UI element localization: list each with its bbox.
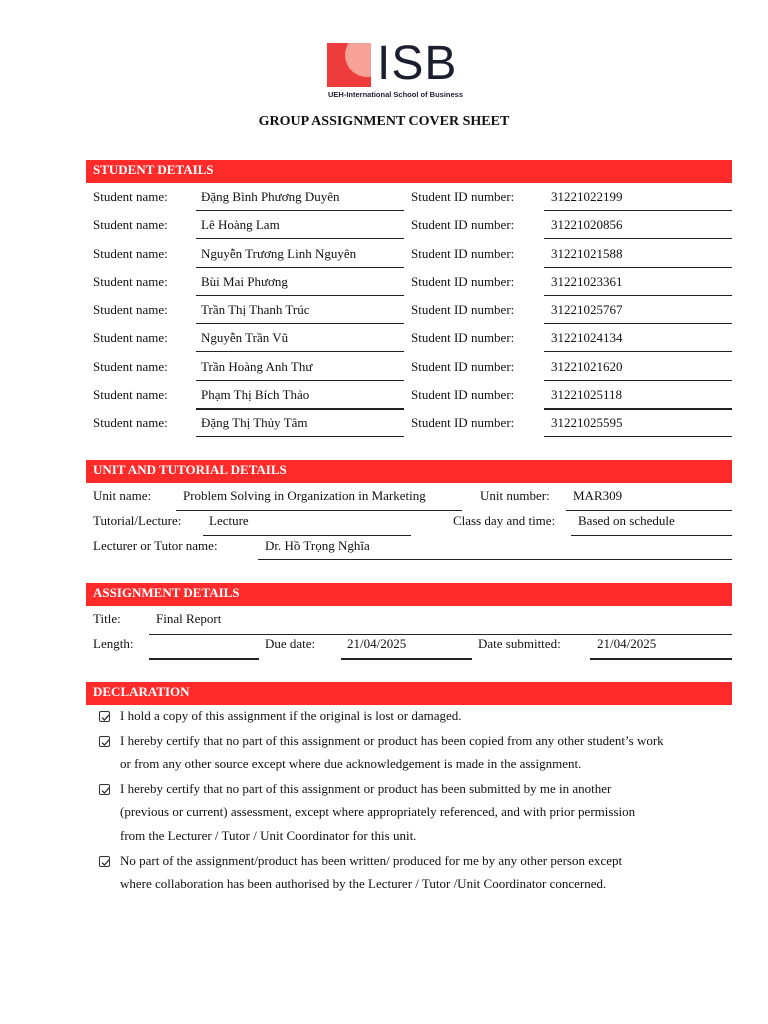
tutorial-underline <box>203 535 411 536</box>
declaration-text: (previous or current) assessment, except where appropriately referenced, and with prior permission <box>120 804 636 819</box>
student-id-label: Student ID number: <box>411 246 515 261</box>
student-name-label: Student name: <box>93 246 168 261</box>
student-name-underline <box>196 323 404 324</box>
student-name-label: Student name: <box>93 330 168 345</box>
student-name-label: Student name: <box>93 415 168 430</box>
tutorial-value: Lecture <box>209 513 249 528</box>
student-name-underline <box>196 238 404 239</box>
student-name-label: Student name: <box>93 189 168 204</box>
unit-number-value: MAR309 <box>573 488 623 503</box>
student-name-value: Đặng Bình Phương Duyên <box>201 189 340 204</box>
student-id-underline <box>544 210 732 211</box>
page-title: GROUP ASSIGNMENT COVER SHEET <box>258 114 510 129</box>
logo-text: ISB <box>377 37 458 90</box>
checkbox-checked-icon[interactable] <box>99 711 110 722</box>
declaration-text: I hold a copy of this assignment if the original is lost or damaged. <box>120 708 462 723</box>
tutorial-label: Tutorial/Lecture: <box>93 513 182 528</box>
student-name-value: Lê Hoàng Lam <box>201 217 280 232</box>
student-id-underline <box>544 351 732 352</box>
due-date-label: Due date: <box>265 636 316 651</box>
declaration-text: No part of the assignment/product has been written/ produced for me by any other person except <box>120 853 623 868</box>
declaration-text: from the Lecturer / Tutor / Unit Coordinator for this unit. <box>120 828 417 843</box>
student-name-underline <box>196 380 404 381</box>
title-value: Final Report <box>156 611 222 626</box>
checkbox-checked-icon[interactable] <box>99 856 110 867</box>
student-id-value: 31221025767 <box>551 302 623 317</box>
declaration-header: DECLARATION <box>86 682 732 705</box>
student-name-label: Student name: <box>93 302 168 317</box>
title-underline <box>149 634 732 635</box>
student-id-label: Student ID number: <box>411 302 515 317</box>
lecturer-value: Dr. Hồ Trọng Nghĩa <box>265 538 370 553</box>
student-id-value: 31221025118 <box>551 387 623 402</box>
student-id-value: 31221024134 <box>551 330 623 345</box>
logo-mark-icon <box>327 43 371 87</box>
student-id-label: Student ID number: <box>411 387 515 402</box>
date-submitted-value: 21/04/2025 <box>597 636 657 651</box>
student-name-value: Bùi Mai Phương <box>201 274 288 289</box>
student-name-value: Trần Hoàng Anh Thư <box>201 359 313 374</box>
student-id-value: 31221021588 <box>551 246 623 261</box>
declaration-text: or from any other source except where due acknowledgement is made in the assignment. <box>120 756 582 771</box>
student-id-label: Student ID number: <box>411 330 515 345</box>
checkbox-checked-icon[interactable] <box>99 784 110 795</box>
lecturer-label: Lecturer or Tutor name: <box>93 538 218 553</box>
student-name-underline <box>196 295 404 296</box>
student-id-underline <box>544 408 732 410</box>
lecturer-underline <box>258 559 732 560</box>
student-name-value: Nguyễn Trần Vũ <box>201 330 289 345</box>
student-id-label: Student ID number: <box>411 189 515 204</box>
due-date-underline <box>341 658 472 660</box>
student-id-underline <box>544 238 732 239</box>
declaration-text: I hereby certify that no part of this assignment or product has been submitted by me in another <box>120 781 612 796</box>
student-id-value: 31221023361 <box>551 274 623 289</box>
student-name-label: Student name: <box>93 274 168 289</box>
date-submitted-label: Date submitted: <box>478 636 561 651</box>
student-id-underline <box>544 323 732 324</box>
date-submitted-underline <box>590 658 732 660</box>
student-name-value: Trần Thị Thanh Trúc <box>201 302 310 317</box>
student-id-underline <box>544 436 732 437</box>
student-name-value: Phạm Thị Bích Thảo <box>201 387 310 402</box>
student-name-underline <box>196 408 404 410</box>
unit-name-underline <box>176 510 462 511</box>
checkbox-checked-icon[interactable] <box>99 736 110 747</box>
isb-logo <box>327 37 473 103</box>
student-id-underline <box>544 380 732 381</box>
unit-number-underline <box>566 510 732 511</box>
declaration-text: I hereby certify that no part of this assignment or product has been copied from any other student’s work <box>120 733 664 748</box>
student-name-value: Nguyễn Trương Linh Nguyên <box>201 246 357 261</box>
student-name-underline <box>196 351 404 352</box>
title-label: Title: <box>93 611 121 626</box>
unit-name-label: Unit name: <box>93 488 152 503</box>
student-name-value: Đặng Thị Thủy Tâm <box>201 415 308 430</box>
assignment-details-header: ASSIGNMENT DETAILS <box>86 583 732 606</box>
student-name-underline <box>196 436 404 437</box>
unit-name-value: Problem Solving in Organization in Marketing <box>183 488 426 503</box>
student-id-label: Student ID number: <box>411 415 515 430</box>
student-name-label: Student name: <box>93 359 168 374</box>
declaration-text: where collaboration has been authorised by the Lecturer / Tutor /Unit Coordinator concerned. <box>120 876 607 891</box>
length-label: Length: <box>93 636 134 651</box>
class-day-label: Class day and time: <box>453 513 556 528</box>
student-id-value: 31221021620 <box>551 359 623 374</box>
student-id-value: 31221022199 <box>551 189 623 204</box>
length-underline <box>149 658 259 660</box>
student-id-underline <box>544 267 732 268</box>
due-date-value: 21/04/2025 <box>347 636 407 651</box>
student-id-underline <box>544 295 732 296</box>
unit-details-header: UNIT AND TUTORIAL DETAILS <box>86 460 732 483</box>
student-details-header: STUDENT DETAILS <box>86 160 732 183</box>
student-id-label: Student ID number: <box>411 359 515 374</box>
student-name-underline <box>196 267 404 268</box>
student-id-value: 31221025595 <box>551 415 623 430</box>
unit-number-label: Unit number: <box>480 488 550 503</box>
student-name-label: Student name: <box>93 217 168 232</box>
logo-subtitle: UEH-International School of Business <box>328 90 464 99</box>
class-day-underline <box>571 535 732 536</box>
student-name-underline <box>196 210 404 211</box>
class-day-value: Based on schedule <box>578 513 675 528</box>
student-id-label: Student ID number: <box>411 217 515 232</box>
student-name-label: Student name: <box>93 387 168 402</box>
student-id-label: Student ID number: <box>411 274 515 289</box>
student-id-value: 31221020856 <box>551 217 623 232</box>
